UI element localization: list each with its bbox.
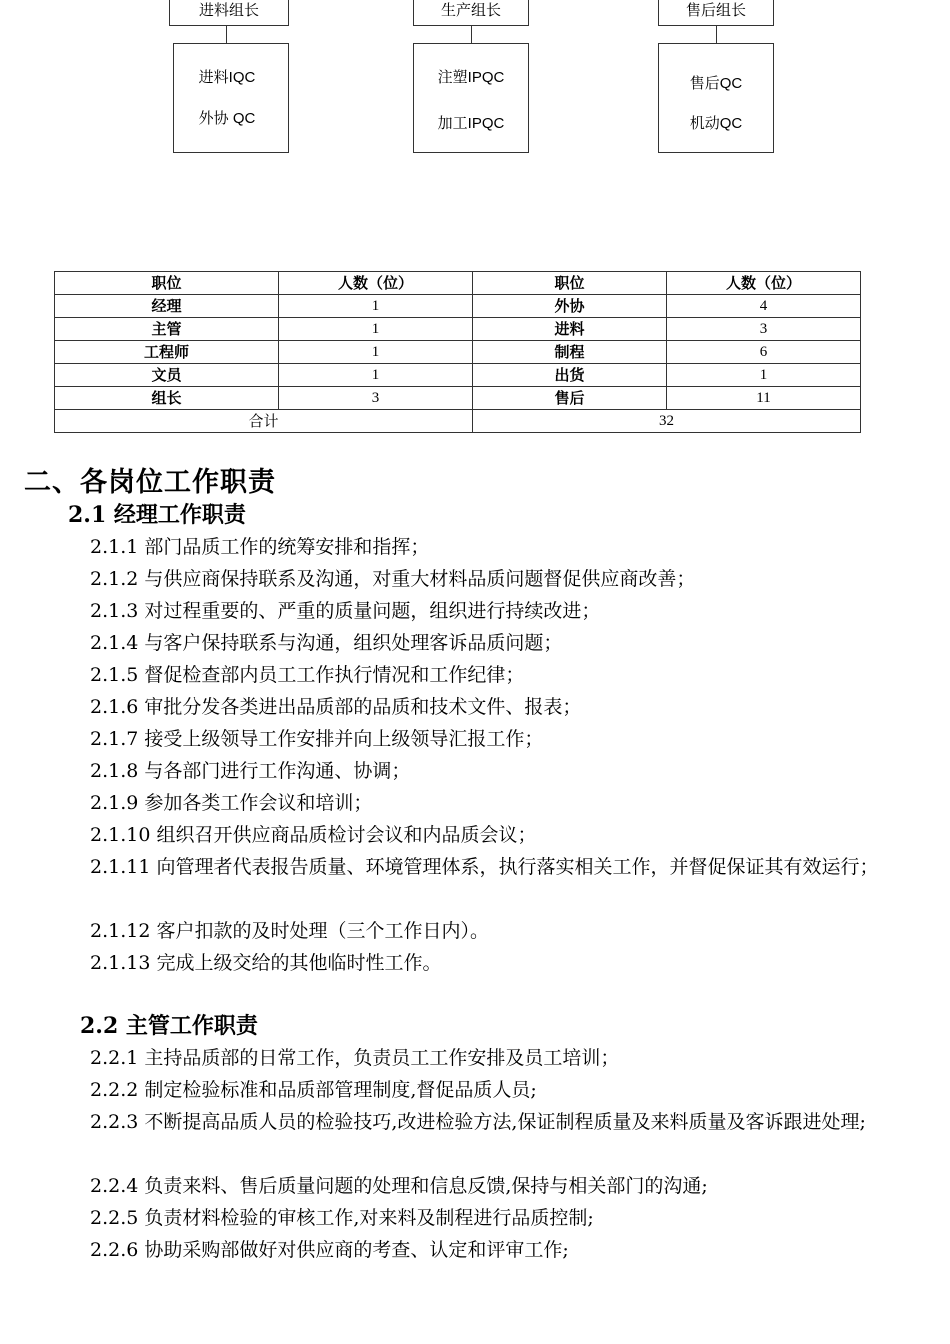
position-cell: 工程师 bbox=[55, 341, 279, 364]
duty-item: 2.1.2 与供应商保持联系及沟通，对重大材料品质问题督促供应商改善； bbox=[90, 568, 696, 590]
duty-item: 2.2.5 负责材料检验的审核工作,对来料及制程进行品质控制; bbox=[90, 1207, 594, 1229]
position-cell: 经理 bbox=[55, 295, 279, 318]
connector-line bbox=[226, 26, 227, 43]
header-cell: 人数（位） bbox=[279, 272, 473, 295]
duty-item: 2.1.10 组织召开供应商品质检讨会议和内品质会议； bbox=[90, 824, 537, 846]
count-cell: 1 bbox=[279, 295, 473, 318]
section-title: 二、各岗位工作职责 bbox=[24, 467, 276, 498]
duty-item: 2.1.8 与各部门进行工作沟通、协调； bbox=[90, 760, 411, 782]
duty-item: 2.2.3 不断提高品质人员的检验技巧,改进检验方法,保证制程质量及来料质量及客诉跟进处理; bbox=[90, 1111, 866, 1133]
position-cell: 文员 bbox=[55, 364, 279, 387]
count-cell: 6 bbox=[667, 341, 861, 364]
count-cell: 1 bbox=[279, 318, 473, 341]
duty-item: 2.1.4 与客户保持联系与沟通，组织处理客诉品质问题； bbox=[90, 632, 563, 654]
count-cell: 3 bbox=[667, 318, 861, 341]
connector-line bbox=[716, 26, 717, 43]
table-row bbox=[55, 364, 861, 387]
member-box-incoming bbox=[173, 43, 289, 153]
header-cell: 职位 bbox=[55, 272, 279, 295]
manager-heading: 2.1 经理工作职责 bbox=[68, 502, 246, 528]
total-label-cell: 合计 bbox=[55, 410, 473, 433]
position-cell: 出货 bbox=[473, 364, 667, 387]
total-value-cell: 32 bbox=[473, 410, 861, 433]
duty-item: 2.1.7 接受上级领导工作安排并向上级领导汇报工作； bbox=[90, 728, 544, 750]
table-row bbox=[55, 387, 861, 410]
table-total-row bbox=[55, 410, 861, 433]
member-label: 注塑IPQC bbox=[437, 69, 505, 86]
member-label: 外协 QC bbox=[198, 110, 256, 127]
member-box-aftersales bbox=[658, 43, 774, 153]
duty-item: 2.1.9 参加各类工作会议和培训； bbox=[90, 792, 373, 814]
count-cell: 1 bbox=[667, 364, 861, 387]
supervisor-heading: 2.2 主管工作职责 bbox=[80, 1013, 258, 1039]
duty-item: 2.1.13 完成上级交给的其他临时性工作。 bbox=[90, 952, 442, 974]
header-cell: 人数（位） bbox=[667, 272, 861, 295]
duty-item: 2.1.3 对过程重要的、严重的质量问题，组织进行持续改进； bbox=[90, 600, 601, 622]
duty-item: 2.2.6 协助采购部做好对供应商的考查、认定和评审工作; bbox=[90, 1239, 569, 1261]
staff-count-table bbox=[54, 271, 861, 433]
duty-item: 2.1.11 向管理者代表报告质量、环境管理体系，执行落实相关工作，并督促保证其有效运行； bbox=[90, 856, 879, 878]
position-cell: 售后 bbox=[473, 387, 667, 410]
table-row bbox=[55, 295, 861, 318]
position-cell: 组长 bbox=[55, 387, 279, 410]
count-cell: 1 bbox=[279, 341, 473, 364]
leader-label: 进料组长 bbox=[198, 2, 259, 19]
count-cell: 1 bbox=[279, 364, 473, 387]
leader-box-incoming bbox=[169, 0, 289, 26]
member-label: 售后QC bbox=[689, 75, 743, 92]
member-box-production bbox=[413, 43, 529, 153]
duty-item: 2.1.12 客户扣款的及时处理（三个工作日内）。 bbox=[90, 920, 489, 942]
member-label: 进料IQC bbox=[198, 69, 256, 86]
member-label: 机动QC bbox=[689, 115, 743, 132]
position-cell: 主管 bbox=[55, 318, 279, 341]
duty-item: 2.2.4 负责来料、售后质量问题的处理和信息反馈,保持与相关部门的沟通; bbox=[90, 1175, 708, 1197]
position-cell: 进料 bbox=[473, 318, 667, 341]
leader-box-production bbox=[413, 0, 529, 26]
count-cell: 3 bbox=[279, 387, 473, 410]
count-cell: 11 bbox=[667, 387, 861, 410]
leader-label: 生产组长 bbox=[440, 2, 501, 19]
table-row bbox=[55, 341, 861, 364]
member-label: 加工IPQC bbox=[437, 115, 505, 132]
table-row bbox=[55, 318, 861, 341]
duty-item: 2.1.5 督促检查部内员工工作执行情况和工作纪律； bbox=[90, 664, 525, 686]
duty-item: 2.2.2 制定检验标准和品质部管理制度,督促品质人员; bbox=[90, 1079, 537, 1101]
leader-label: 售后组长 bbox=[685, 2, 746, 19]
position-cell: 外协 bbox=[473, 295, 667, 318]
duty-item: 2.1.1 部门品质工作的统筹安排和指挥； bbox=[90, 536, 430, 558]
table-header-row bbox=[55, 272, 861, 295]
header-cell: 职位 bbox=[473, 272, 667, 295]
duty-item: 2.2.1 主持品质部的日常工作，负责员工工作安排及员工培训； bbox=[90, 1047, 620, 1069]
leader-box-aftersales bbox=[658, 0, 774, 26]
duty-item: 2.1.6 审批分发各类进出品质部的品质和技术文件、报表； bbox=[90, 696, 582, 718]
connector-line bbox=[471, 26, 472, 43]
count-cell: 4 bbox=[667, 295, 861, 318]
position-cell: 制程 bbox=[473, 341, 667, 364]
